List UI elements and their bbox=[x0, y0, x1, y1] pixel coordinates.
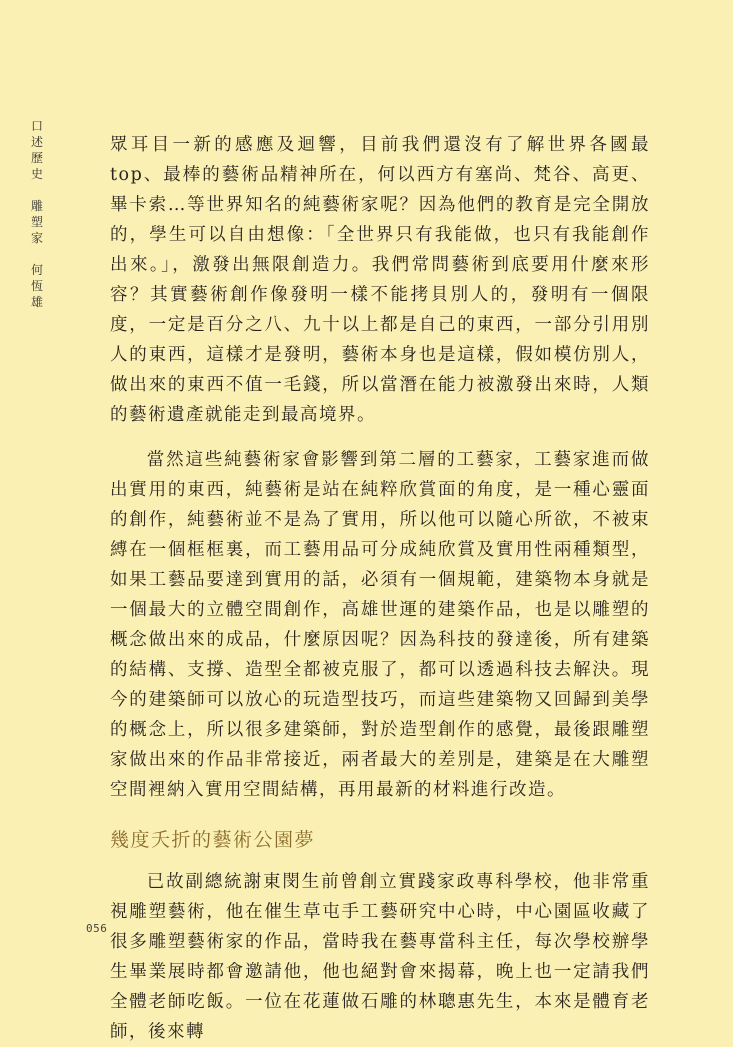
vertical-running-title bbox=[30, 118, 44, 310]
running-title-char: 述 bbox=[30, 135, 43, 149]
running-name-char: 雄 bbox=[30, 295, 43, 309]
section-heading: 幾度夭折的藝術公園夢 bbox=[110, 829, 316, 851]
body-paragraph-1: 眾耳目一新的感應及迴響，目前我們還沒有了解世界各國最 top、最棒的藝術品精神所在，何以西方有塞尚、梵谷、高更、畢卡索…等世界知名的純藝術家呢？因為他們的教育是完全開放的，學生可以自由想像：「全世界只有我能做，也只有我能創作出來。」，激發出無限創造力。我們常問藝術到底要用什麼來形容？其實藝術創作像發明一樣不能拷貝別人的，發明有一個限度，一定是百分之八、九十以上都是自己的東西，一部分引用別人的東西，這樣才是發明，藝術本身也是這樣，假如模仿別人，做出來的東西不值一毛錢，所以當潛在能力被激發出來時，人類的藝術遺產就能走到最高境界。 bbox=[110, 135, 650, 425]
main-text-column bbox=[110, 130, 650, 1047]
running-subject-char: 家 bbox=[30, 231, 43, 245]
running-subject-char: 雕 bbox=[30, 199, 43, 213]
running-subject-char: 塑 bbox=[30, 215, 43, 229]
running-title-char: 歷 bbox=[30, 151, 43, 165]
page-number: 056 bbox=[86, 922, 108, 935]
running-name-char: 何 bbox=[30, 263, 43, 277]
running-name-char: 恆 bbox=[30, 279, 43, 293]
body-paragraph-3: 已故副總統謝東閔生前曾創立實踐家政專科學校，他非常重視雕塑藝術，他在催生草屯手工藝研究中心時，中心園區收藏了很多雕塑藝術家的作品，當時我在藝專當科主任，每次學校辦學生畢業展時都會邀請他，他也絕對會來揭幕，晚上也一定請我們全體老師吃飯。一位在花蓮做石雕的林聰惠先生，本來是體育老師，後來轉 bbox=[110, 872, 650, 1042]
running-title-char: 口 bbox=[30, 119, 43, 133]
running-title-gap bbox=[30, 182, 44, 198]
running-title-gap bbox=[30, 246, 44, 262]
body-paragraph-2: 當然這些純藝術家會影響到第二層的工藝家，工藝家進而做出實用的東西，純藝術是站在純粹欣賞面的角度，是一種心靈面的創作，純藝術並不是為了實用，所以他可以隨心所欲，不被束縛在一個框框裏，而工藝用品可分成純欣賞及實用性兩種類型，如果工藝品要達到實用的話，必須有一個規範，建築物本身就是一個最大的立體空間創作，高雄世運的建築作品，也是以雕塑的概念做出來的成品，什麼原因呢？因為科技的發達後，所有建築的結構、支撐、造型全都被克服了，都可以透過科技去解決。現今的建築師可以放心的玩造型技巧，而這些建築物又回歸到美學的概念上，所以很多建築師，對於造型創作的感覺，最後跟雕塑家做出來的作品非常接近，兩者最大的差別是，建築是在大雕塑空間裡納入實用空間結構，再用最新的材料進行改造。 bbox=[110, 450, 650, 800]
running-title-char: 史 bbox=[30, 167, 43, 181]
